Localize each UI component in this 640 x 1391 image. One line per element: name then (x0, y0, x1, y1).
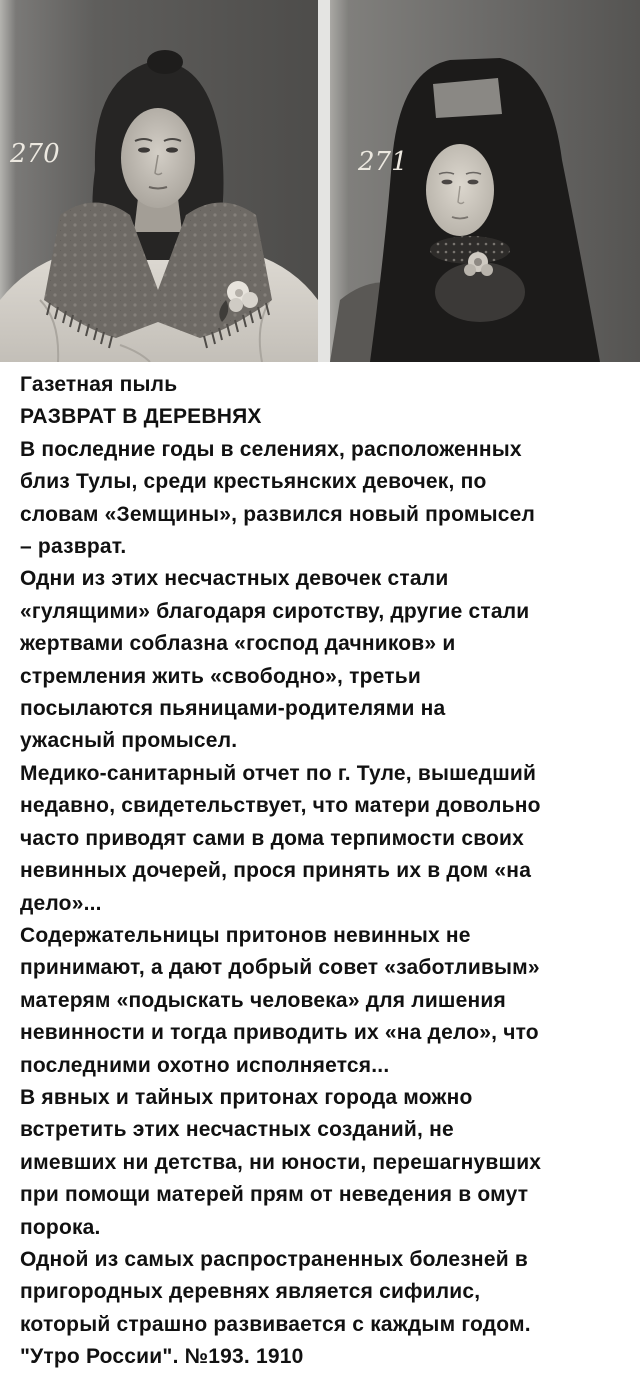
portrait-photo-right (330, 0, 640, 362)
paragraph: Медико-санитарный отчет по г. Туле, вышедший недавно, свидетельствует, что матери довольно часто приводят сами в дома терпимости своих невинных дочерей, прося принять их в дом «на дело»... (20, 761, 541, 915)
paragraph: В последние годы в селениях, расположенных близ Тулы, среди крестьянских девочек, по словам «Земщины», развился новый промысел – разврат. (20, 437, 535, 559)
paragraph: Содержательницы притонов невинных не принимают, а дают добрый совет «заботливым» матерям «подыскать человека» для лишения невинности и тогда приводить их «на дело», что последними охотно исполняется... (20, 923, 540, 1077)
paragraph: Одни из этих несчастных девочек стали «гулящими» благодаря сиротству, другие стали жертвами соблазна «господ дачников» и стремления жить «свободно», третьи посылаются пьяницами-родителями на ужасный промысел. (20, 567, 530, 753)
hair-knot (147, 50, 183, 74)
article (0, 362, 620, 1374)
headline: РАЗВРАТ В ДЕРЕВНЯХ (20, 405, 262, 429)
portrait-photo-left (0, 0, 318, 362)
headpiece (433, 78, 502, 118)
paragraph: Одной из самых распространенных болезней в пригородных деревнях является сифилис, который страшно развивается с каждым годом. (20, 1247, 531, 1336)
citation: "Утро России". №193. 1910 (20, 1345, 304, 1369)
paragraph: В явных и тайных притонах города можно встретить этих несчастных созданий, не имевших ни детства, ни юности, перешагнувших при помощи матерей прям от неведения в омут порока. (20, 1085, 542, 1239)
photo-collage (0, 0, 640, 362)
photo-number: 270 (10, 139, 60, 169)
photo-number: 271 (358, 147, 408, 177)
source-title: Газетная пыль (20, 373, 178, 396)
